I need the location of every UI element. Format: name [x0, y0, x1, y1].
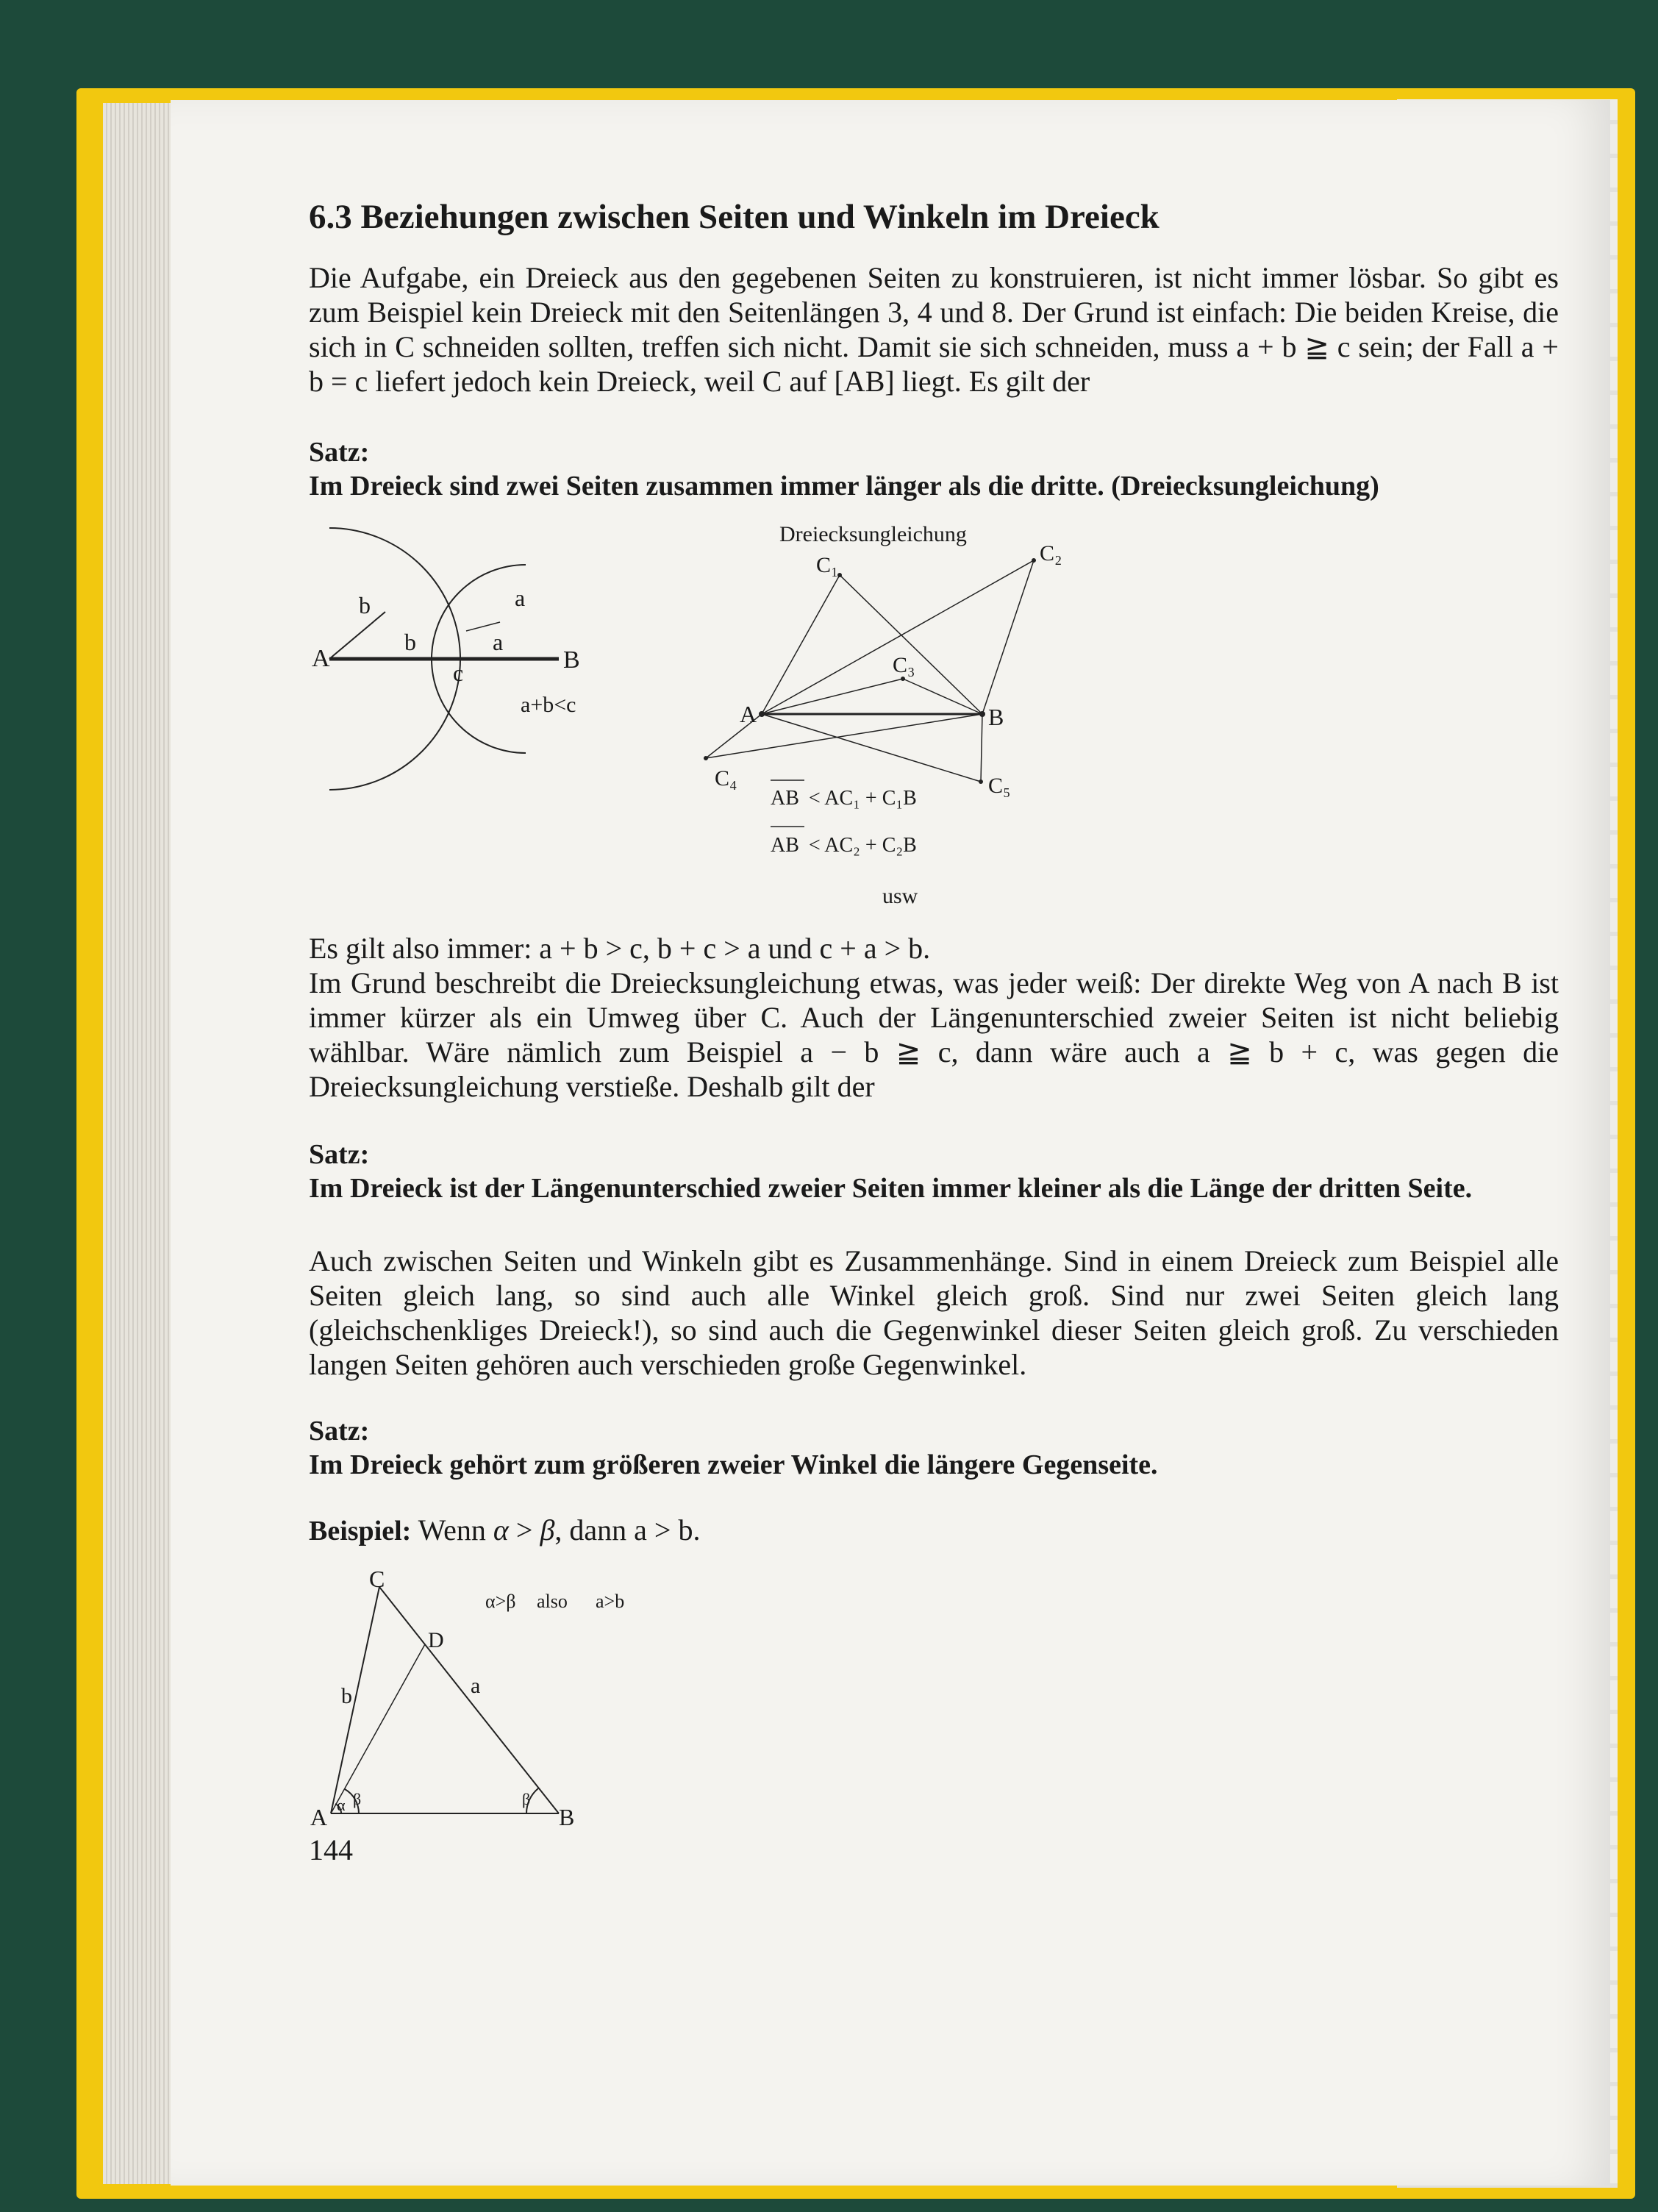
segment-AC5: [762, 714, 981, 782]
label-B: B: [559, 1804, 575, 1828]
radius-b: [329, 612, 385, 659]
label-B-left: B: [563, 646, 580, 674]
label-D: D: [428, 1628, 444, 1652]
label-A-left: A: [312, 645, 330, 672]
figure-triangle-inequality: [309, 513, 1559, 925]
ineq2-lhs: AB: [771, 834, 799, 857]
book-page: [171, 100, 1610, 2186]
example-line: [309, 1513, 1559, 1549]
label-C3: C₃: [893, 653, 915, 677]
side-b: [331, 1587, 379, 1813]
example-text-before: Wenn: [418, 1513, 493, 1546]
segment-AC2: [762, 560, 1034, 714]
segment-C3B: [903, 679, 982, 714]
segment-AD: [331, 1644, 425, 1813]
side-a: [379, 1587, 559, 1813]
point-B: [979, 711, 985, 717]
label-C: C: [369, 1571, 385, 1592]
theorem-2-text: Im Dreieck ist der Längenunterschied zweier Seiten immer kleiner als die Länge der dritten Seite.: [309, 1173, 1473, 1204]
label-angle-alpha: α: [337, 1796, 346, 1814]
ineq1-lhs: AB: [771, 787, 799, 810]
angles-paragraph: Auch zwischen Seiten und Winkeln gibt es Zusammenhänge. Sind in einem Dreieck zum Beispiel alle Seiten gleich lang, so sind auch alle Winkel gleich groß. Sind nur zwei Seiten gleich lang (gleichschenkliges Dreieck!), so sind auch die Gegenwinkel dieser Seiten gleich groß. Zu verschieden langen Seiten gehören auch verschieden große Gegenwinkel.: [309, 1244, 1559, 1381]
segment-C2B: [982, 560, 1034, 714]
figure-left-construction: [329, 528, 559, 790]
label-angle-beta-A: β: [353, 1790, 362, 1808]
middle-paragraph-rest: Im Grund beschreibt die Dreiecksungleichung etwas, was jeder weiß: Der direkte Weg von A nach B ist immer kürzer als ein Umweg über C. Auch der Längenunterschied zweier Seiten ist nicht beliebig wählbar. Wäre nämlich zum Beispiel a − b ≧ c, dann wäre auch a ≧ b + c, was gegen die Dreiecksungleichung verstieße. Deshalb gilt der: [309, 966, 1559, 1103]
label-b-arc: b: [359, 592, 371, 618]
figure-2-lines: [331, 1587, 559, 1813]
label-a-seg: a: [493, 629, 504, 655]
label-A: A: [310, 1804, 328, 1828]
label-C2: C₂: [1040, 541, 1062, 566]
label-angle-beta-B: β: [522, 1790, 531, 1808]
intro-paragraph: Die Aufgabe, ein Dreieck aus den gegebenen Seiten zu konstruieren, ist nicht immer lösbar. So gibt es zum Beispiel kein Dreieck mit den Seitenlängen 3, 4 und 8. Der Grund ist einfach: Die beiden Kreise, die sich in C schneiden sollten, treffen sich nicht. Damit sie sich schneiden, muss a + b ≧ c sein; der Fall a + b = c liefert jedoch kein Dreieck, weil C auf [AB] liegt. Es gilt der: [309, 261, 1559, 398]
page-number: 144: [309, 1833, 353, 1866]
caption-a-gt-b: a>b: [596, 1591, 625, 1612]
label-A-right: A: [740, 701, 757, 727]
example-label: Beispiel:: [309, 1516, 412, 1546]
label-C5: C₅: [988, 774, 1011, 798]
section-title: 6.3 Beziehungen zwischen Seiten und Winkeln im Dreieck: [309, 198, 1159, 236]
point-C2: [1032, 558, 1036, 563]
label-C4: C₄: [715, 766, 737, 791]
label-c-seg: c: [453, 660, 464, 686]
caption-alpha-gt-beta: α>β: [485, 1591, 516, 1612]
theorem-2: [309, 1138, 1559, 1205]
label-a: a: [471, 1674, 481, 1698]
label-B-right: B: [988, 704, 1004, 730]
ineq1-rhs: < AC₁ + C₁B: [809, 787, 917, 810]
label-b: b: [341, 1684, 352, 1708]
segment-AC1: [762, 575, 840, 714]
page-content: [309, 196, 1559, 1867]
theorem-3-text: Im Dreieck gehört zum größeren zweier Winkel die längere Gegenseite.: [309, 1449, 1158, 1480]
middle-paragraph-line1: Es gilt also immer: a + b > c, b + c > a und c + a > b.: [309, 932, 931, 965]
point-C5: [979, 779, 983, 784]
caption-a-plus-b-less-c: a+b<c: [521, 693, 576, 717]
theorem-2-label: Satz:: [309, 1139, 370, 1170]
theorem-1: [309, 435, 1559, 503]
segment-C1B: [840, 575, 982, 714]
theorem-3-label: Satz:: [309, 1416, 370, 1446]
point-C4: [704, 756, 708, 760]
label-C1: C₁: [816, 553, 839, 577]
label-usw: usw: [882, 884, 918, 908]
middle-paragraph: [309, 931, 1559, 1104]
example-text-after: , dann a > b.: [554, 1513, 701, 1546]
theorem-1-text: Im Dreieck sind zwei Seiten zusammen immer länger als die dritte. (Dreiecksungleichung): [309, 471, 1379, 502]
theorem-1-label: Satz:: [309, 437, 370, 468]
figure-title: Dreiecksungleichung: [779, 522, 967, 546]
theorem-3: [309, 1414, 1559, 1482]
example-alpha: α: [493, 1513, 509, 1546]
point-A: [759, 711, 765, 717]
ineq2-rhs: < AC₂ + C₂B: [809, 834, 917, 857]
segment-AC3: [762, 679, 903, 714]
figure-angle-side: [309, 1571, 971, 1828]
label-a-arc: a: [515, 585, 526, 611]
figure-right-lines: [706, 560, 1034, 782]
example-beta: β: [540, 1513, 555, 1546]
label-b-seg: b: [404, 629, 416, 655]
segment-C5B: [981, 714, 982, 782]
caption-also: also: [537, 1591, 568, 1612]
page-edges: [103, 103, 176, 2184]
example-gt: >: [508, 1513, 540, 1546]
